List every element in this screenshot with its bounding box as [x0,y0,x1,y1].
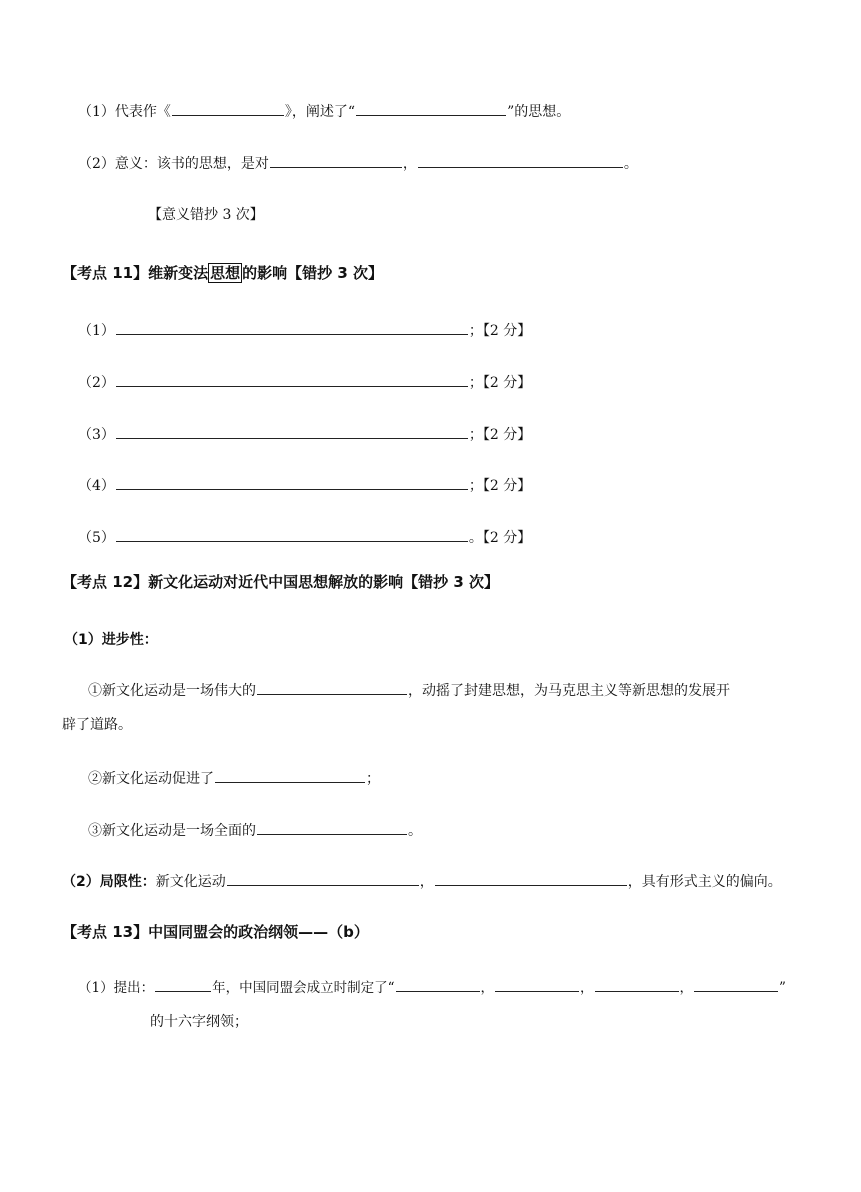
boxed-keyword: 思想 [210,264,241,282]
s13-item-1-cont: 的十六字纲领； [150,1014,248,1030]
s13-heading: 【考点 13】中国同盟会的政治纲领——（b） [62,923,369,941]
fill-blank[interactable] [495,977,579,992]
s11-item-2: （2） ；【2 分】 [78,372,531,393]
fill-blank[interactable] [435,871,627,886]
s10-item-1: （1）代表作《 》，阐述了“ ”的思想。 [78,101,570,122]
fill-blank[interactable] [172,101,284,116]
fill-blank[interactable] [116,424,468,439]
s10-item-2: （2）意义：该书的思想，是对 ， 。 [78,153,638,174]
s12-point-2: ②新文化运动促进了 ； [88,768,380,789]
fill-blank[interactable] [396,977,480,992]
fill-blank[interactable] [227,871,419,886]
s12-heading: 【考点 12】新文化运动对近代中国思想解放的影响【错抄 3 次】 [62,573,499,591]
fill-blank[interactable] [155,977,211,992]
s11-heading: 【考点 11】维新变法 思想 的影响【错抄 3 次】 [62,264,384,282]
fill-blank[interactable] [116,527,468,542]
fill-blank[interactable] [257,680,407,695]
s11-item-5: （5） 。【2 分】 [78,527,531,548]
s12-point-3: ③新文化运动是一场全面的 。 [88,820,422,841]
s11-item-1: （1） ；【2 分】 [78,320,531,341]
s11-item-3: （3） ；【2 分】 [78,424,531,445]
fill-blank[interactable] [270,153,402,168]
s12-point-1: ①新文化运动是一场伟大的 ，动摇了封建思想，为马克思主义等新思想的发展开 [88,680,730,701]
fill-blank[interactable] [257,820,407,835]
fill-blank[interactable] [694,977,778,992]
s11-item-4: （4） ；【2 分】 [78,475,531,496]
fill-blank[interactable] [116,372,468,387]
fill-blank[interactable] [418,153,623,168]
fill-blank[interactable] [116,320,468,335]
fill-blank[interactable] [116,475,468,490]
s12-point-1-cont: 辟了道路。 [62,717,132,733]
s12-limitation: （2）局限性：新文化运动 ， ，具有形式主义的偏向。 [62,871,782,892]
s13-item-1: （1）提出： 年，中国同盟会成立时制定了“ ， ， ， ” [78,977,786,998]
fill-blank[interactable] [215,768,365,783]
s12-progress-label: （1）进步性： [64,632,158,648]
s10-note: 【意义错抄 3 次】 [148,207,264,223]
fill-blank[interactable] [595,977,679,992]
fill-blank[interactable] [356,101,506,116]
